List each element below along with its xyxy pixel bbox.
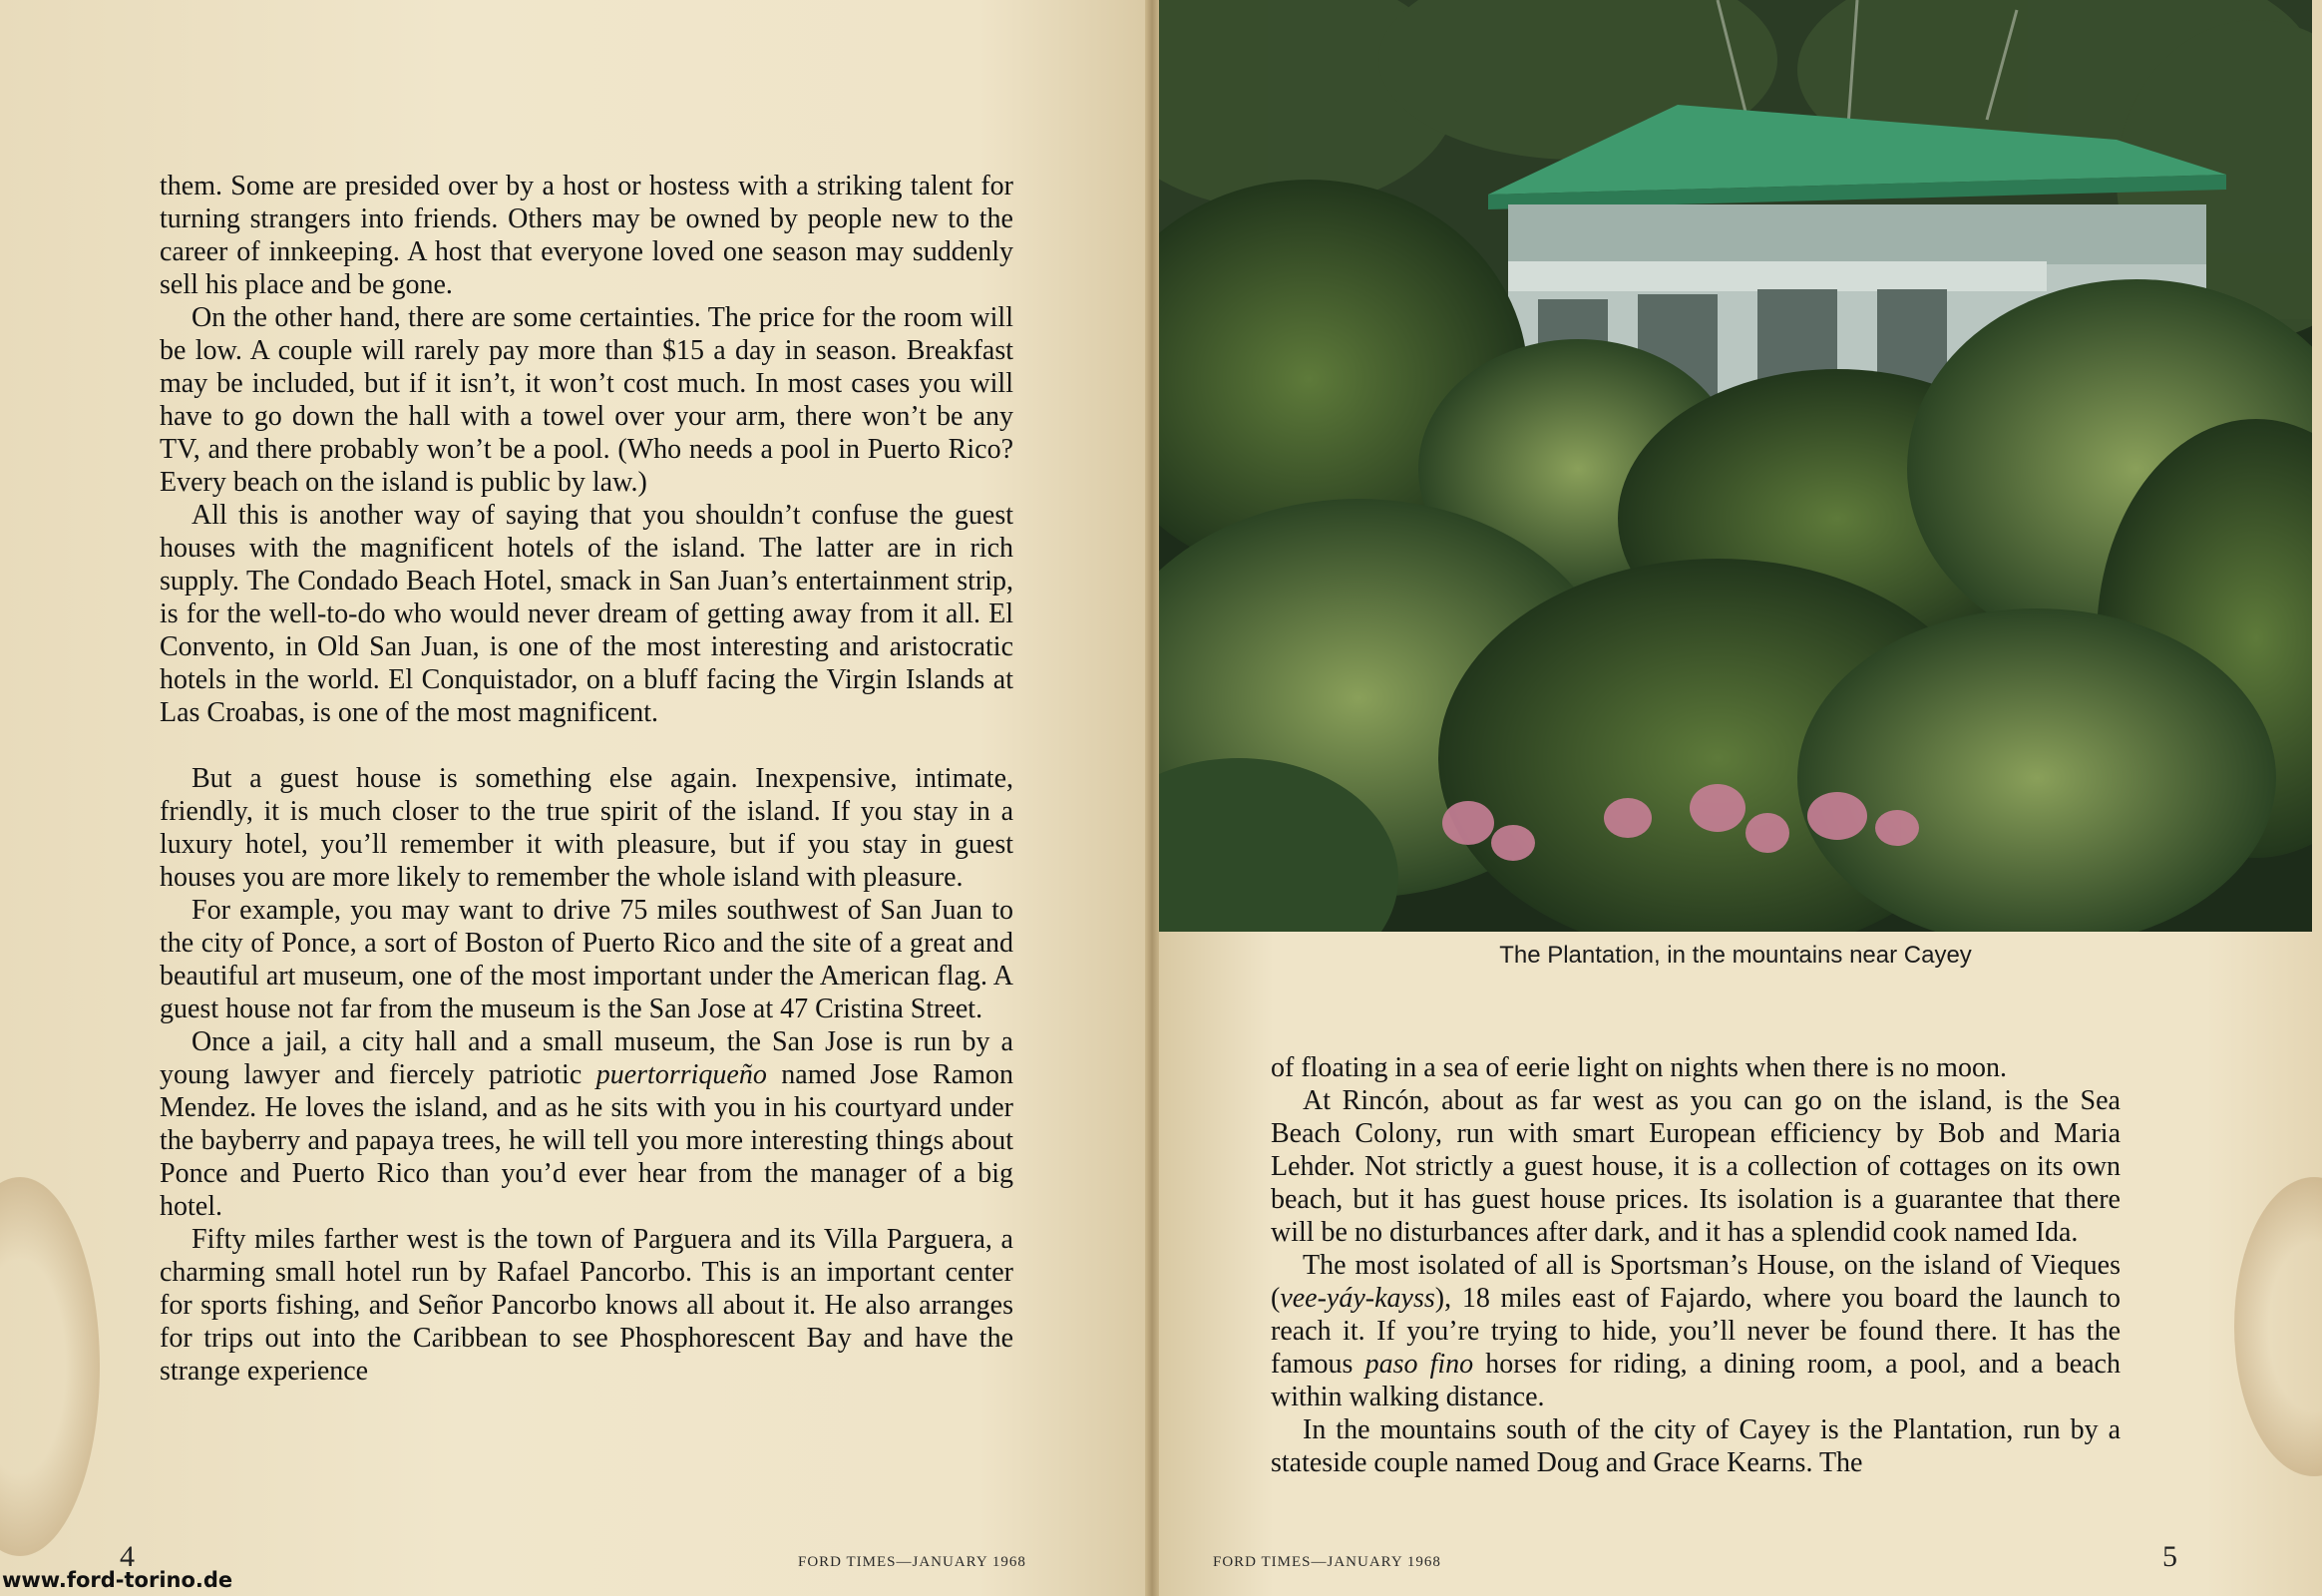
paragraph: At Rincón, about as far west as you can go on the island, is the Sea Beach Colony, run with smart European efficiency by Bob and Maria Lehder. Not strictly a guest house, it is a collection of cottages on its own beach, but it has guest house prices. Its isolation is a guarantee that there will be no disturbances after dark, and it has a splendid cook named Ida. bbox=[1271, 1085, 2121, 1248]
text-run: ), 18 miles east of Fajardo, where you board the launch to reach it. If you’re trying to hide, you’ll never be found there. It has the famous bbox=[1271, 1283, 2121, 1380]
page-number-right: 5 bbox=[2162, 1540, 2177, 1573]
photo-caption: The Plantation, in the mountains near Cayey bbox=[1499, 942, 1972, 969]
paragraph: All this is another way of saying that you shouldn’t confuse the guest houses with the magnificent hotels of the island. The latter are in rich supply. The Condado Beach Hotel, smack in San Juan’s entertainment strip, is for the well-to-do who would never dream of getting away from it all. El Convento, in Old San Juan, is one of the most interesting and aristocratic hotels in the world. El Conquistador, on a bluff facing the Virgin Islands at Las Croabas, is one of the most magnificent. bbox=[160, 500, 1013, 728]
text-run: named Jose Ramon Mendez. He loves the island, and as he sits with you in his courtyard under the bayberry and papaya trees, he will tell you more interesting things about Ponce and Puerto Rico than you’d ever hear from the manager of a big hotel. bbox=[160, 1059, 1013, 1222]
plantation-photo bbox=[1159, 0, 2312, 932]
paragraph: But a guest house is something else again. Inexpensive, intimate, friendly, it is much closer to the true spirit of the island. If you stay in a luxury hotel, you’ll remember it with pleasure, but if you stay in guest houses you are more likely to remember the whole island with pleasure. bbox=[160, 763, 1013, 893]
italic-text: paso fino bbox=[1364, 1349, 1474, 1380]
watermark: www.ford-torino.de bbox=[2, 1568, 233, 1592]
paragraph: them. Some are presided over by a host or hostess with a striking talent for turning strangers into friends. Others may be owned by people new to the career of innkeeping. A host that everyone loved one season may suddenly sell his place and be gone. bbox=[160, 171, 1013, 300]
page-gutter bbox=[1145, 0, 1159, 1596]
paragraph: On the other hand, there are some certainties. The price for the room will be low. A couple will rarely pay more than $15 a day in season. Breakfast may be included, but if it isn’t, it won’t cost much. In most cases you will have to go down the hall with a towel over your arm, there won’t be any TV, and there probably won’t be a pool. (Who needs a pool in Puerto Rico? Every beach on the island is public by law.) bbox=[160, 302, 1013, 498]
paragraph: For example, you may want to drive 75 miles southwest of San Juan to the city of Ponce, a sort of Boston of Puerto Rico and the site of a great and beautiful art museum, one of the most important under the American flag. A guest house not far from the museum is the San Jose at 47 Cristina Street. bbox=[160, 895, 1013, 1024]
text-run: Once a jail, a city hall and a small museum, the San Jose is run by a young lawyer and fiercely patriotic bbox=[160, 1026, 1013, 1090]
paragraph bbox=[1271, 1249, 2121, 1413]
paragraph: of floating in a sea of eerie light on nights when there is no moon. bbox=[1271, 1052, 2007, 1083]
paragraph: In the mountains south of the city of Cayey is the Plantation, run by a stateside couple named Doug and Grace Kearns. The bbox=[1271, 1414, 2121, 1478]
text-run: The most isolated of all is Sportsman’s House, on the island of Vieques ( bbox=[1271, 1250, 2121, 1314]
footer-left: FORD TIMES—JANUARY 1968 bbox=[798, 1554, 1026, 1570]
page-number-left: 4 bbox=[120, 1540, 135, 1573]
italic-text: vee-yáy-kayss bbox=[1280, 1283, 1435, 1314]
right-text-column bbox=[1271, 1051, 2121, 1479]
footer-right: FORD TIMES—JANUARY 1968 bbox=[1213, 1554, 1441, 1570]
left-text-column bbox=[160, 170, 1013, 1388]
paragraph bbox=[160, 1025, 1013, 1223]
italic-text: puertorriqueño bbox=[595, 1059, 767, 1090]
paragraph: Fifty miles farther west is the town of Parguera and its Villa Parguera, a charming small hotel run by Rafael Pancorbo. This is an important center for sports fishing, and Señor Pancorbo knows all about it. He also arranges for trips out into the Caribbean to see Phosphorescent Bay and have the strange experience bbox=[160, 1224, 1013, 1387]
text-run: horses for riding, a dining room, a pool, and a beach within walking distance. bbox=[1271, 1349, 2121, 1412]
photo-illustration bbox=[1159, 0, 2312, 932]
